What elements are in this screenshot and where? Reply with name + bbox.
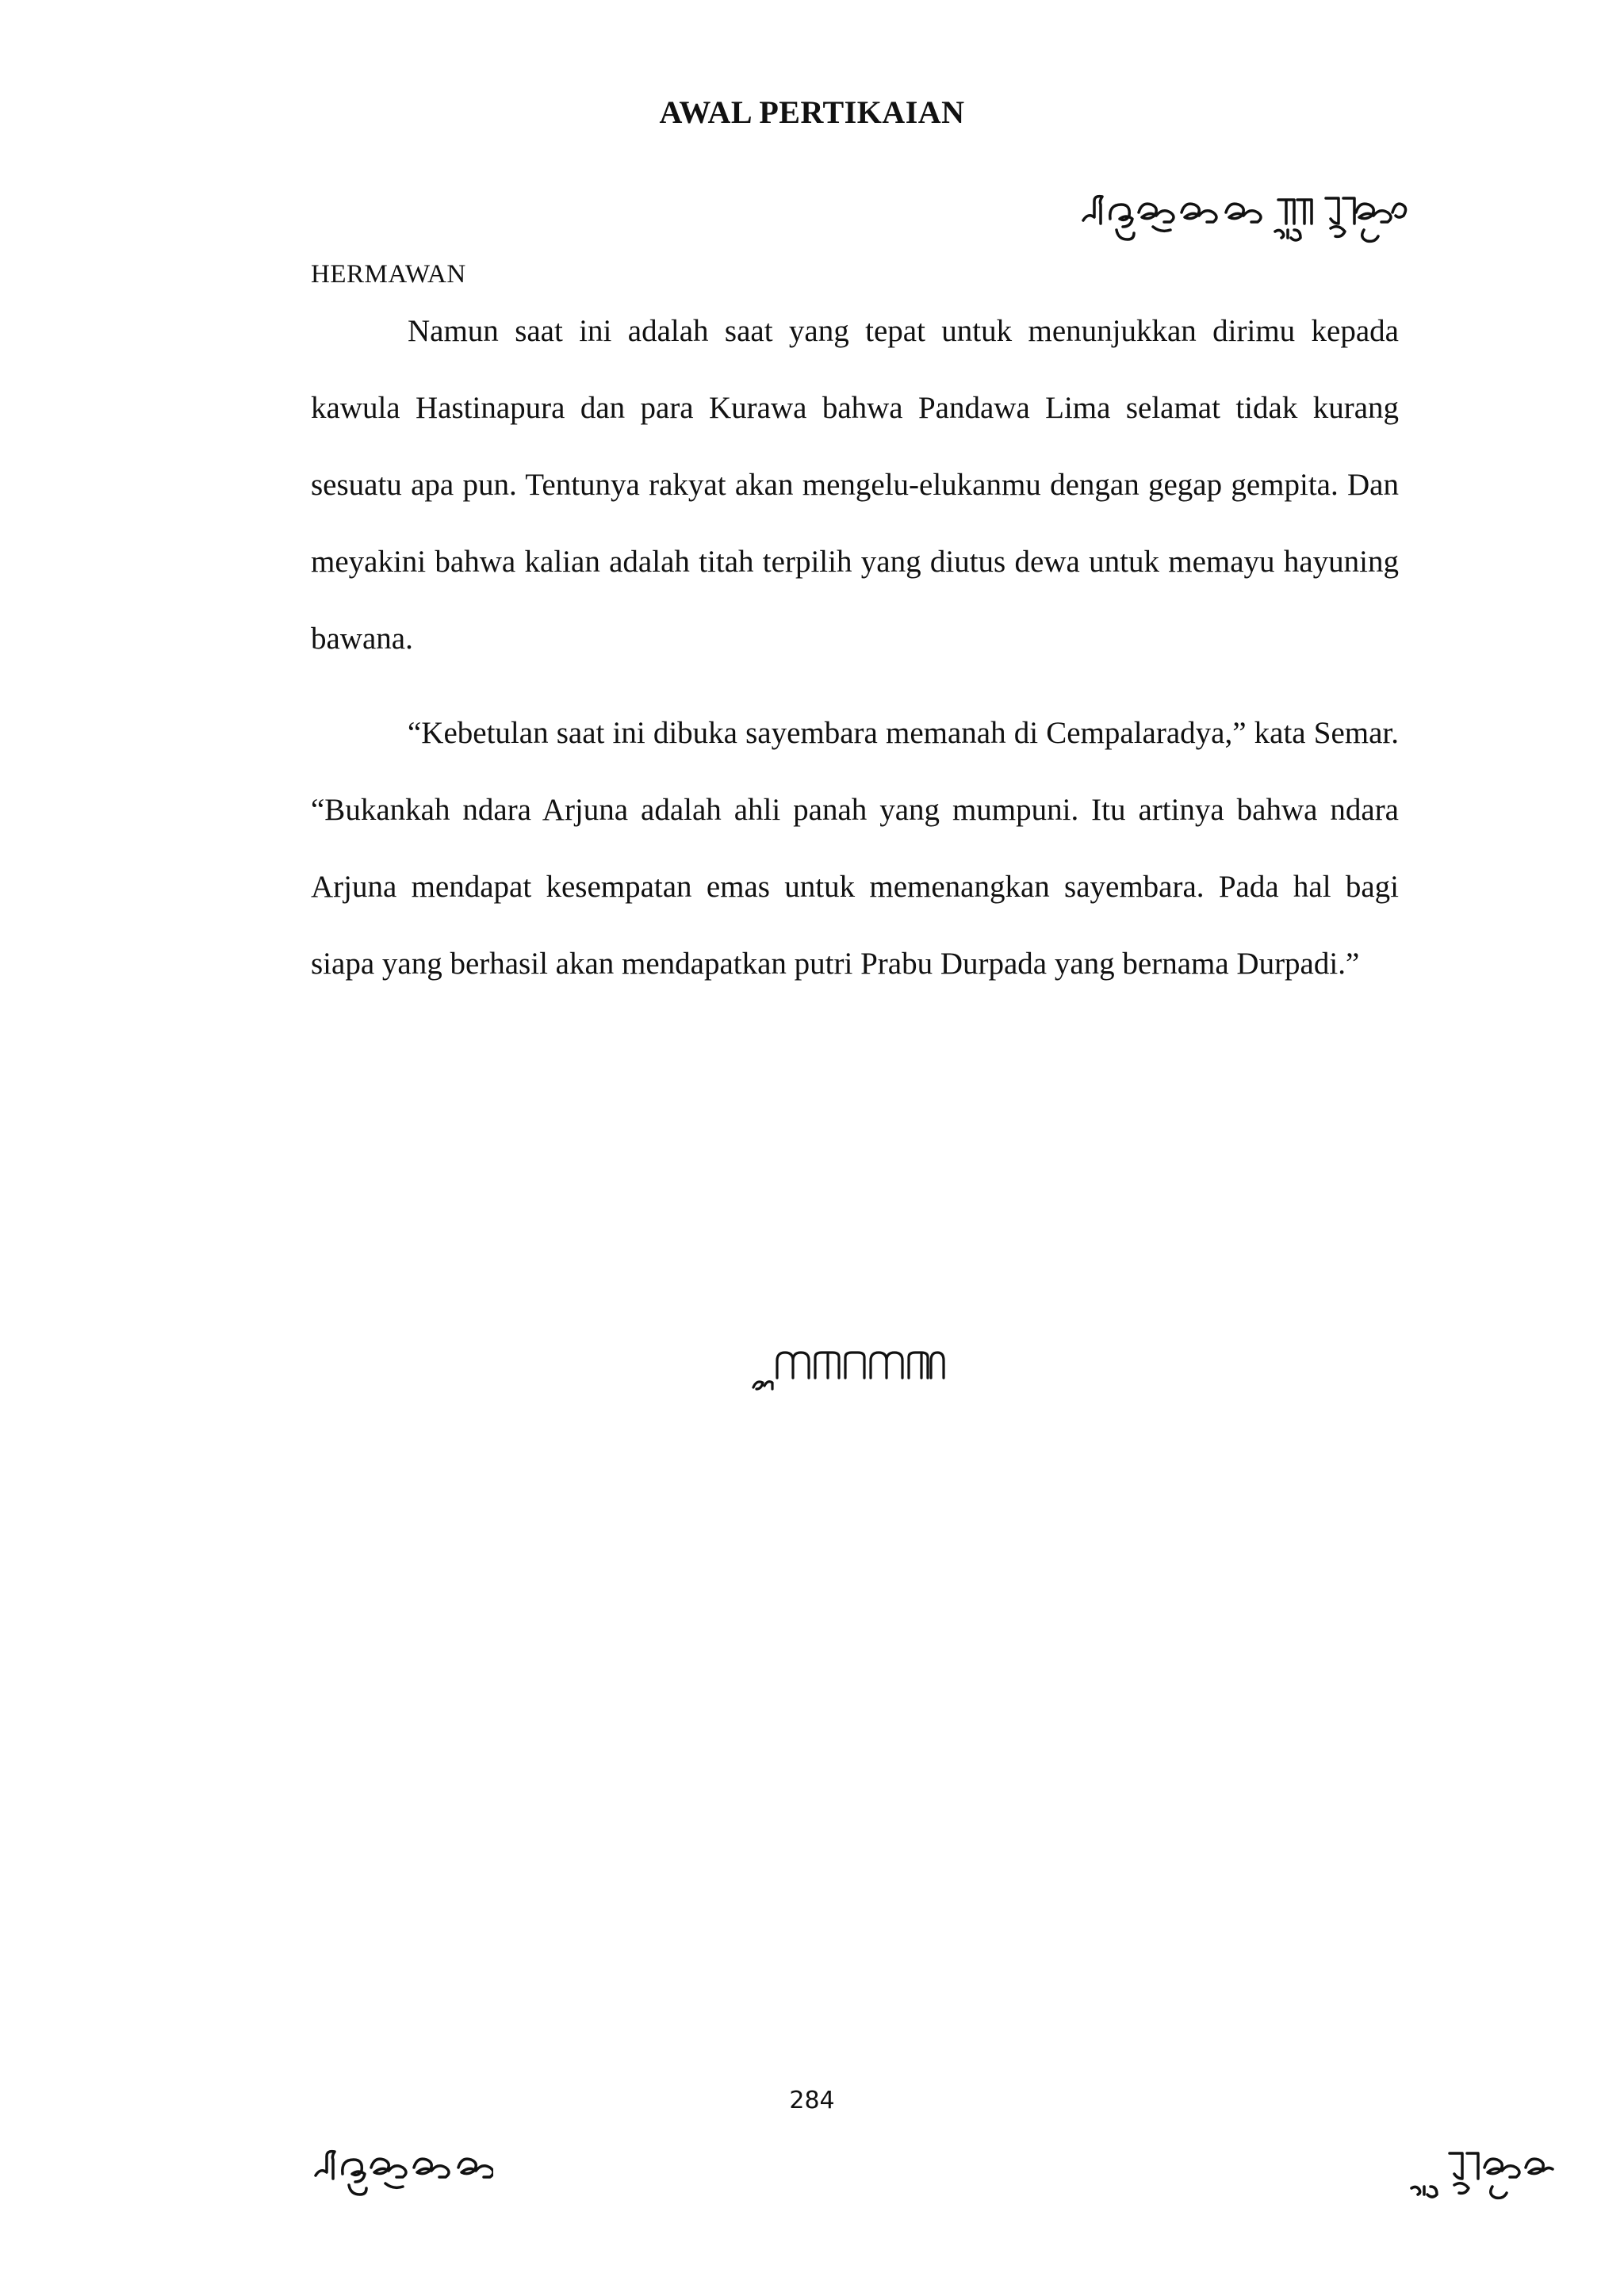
body-paragraph: “Kebetulan saat ini dibuka sayembara memanah di Cempalaradya,” kata Semar. “Bukankah ndara Arjuna adalah ahli panah yang mumpuni. Itu artinya bahwa ndara Arjuna mendapat kesempatan emas untuk memenangkan sayembara. Pada hal bagi siapa yang berhasil akan mendapatkan putri Prabu Durpada yang bernama Durpadi.” [311, 716, 1399, 981]
javanese-script-ornament-footer-left [311, 2144, 493, 2207]
chapter-title: AWAL PERTIKAIAN [659, 94, 965, 130]
body-paragraph: Namun saat ini adalah saat yang tepat untuk menunjukkan dirimu kepada kawula Hastinapura dan para Kurawa bahwa Pandawa Lima selamat tidak kurang sesuatu apa pun. Tentunya rakyat akan mengelu-elukanmu dengan gegap gempita. Dan meyakini bahwa kalian adalah titah terpilih yang diutus dewa untuk memayu hayuning bawana. [311, 314, 1399, 656]
javanese-script-ornament-footer-right [1408, 2144, 1567, 2207]
javanese-script-ornament-header [1078, 189, 1411, 258]
javanese-script-ornament-center [750, 1346, 948, 1395]
page-number: 284 [789, 2087, 835, 2114]
author-name: HERMAWAN [311, 260, 466, 289]
